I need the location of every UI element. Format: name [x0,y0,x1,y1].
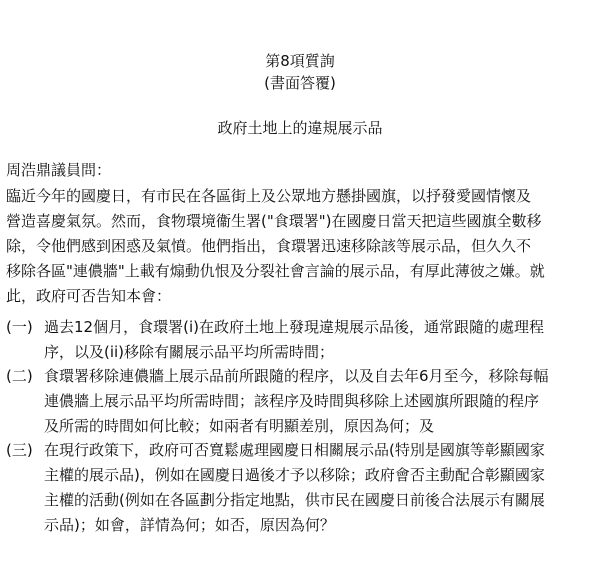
item-line: 在現行政策下，政府可否寬鬆處理國慶日相關展示品(特別是國旗等彰顯國家 [44,441,545,459]
answer-type-heading: (書面答覆) [264,74,336,92]
item-number: (二) [6,367,33,385]
intro-line: 臨近今年的國慶日，有市民在各區街上及公眾地方懸掛國旗，以抒發愛國情懷及 [6,187,532,205]
addressee-line: 周浩鼎議員問： [6,161,112,179]
item-line: 食環署移除連儂牆上展示品前所跟隨的程序，以及自去年6月至今，移除每幅 [44,367,549,385]
intro-line: 移除各區"連儂牆"上載有煽動仇恨及分裂社會言論的展示品，有厚此薄彼之嫌。就 [6,262,545,280]
item-number: (一) [6,318,33,336]
item-line: 主權的展示品)，例如在國慶日過後才予以移除；政府會否主動配合彰顯國家 [44,466,545,484]
item-line: 及所需的時間如何比較；如兩者有明顯差別，原因為何；及 [44,417,435,435]
item-number: (三) [6,441,33,459]
item-line: 示品)；如會，詳情為何；如否，原因為何？ [44,516,335,534]
item-line: 主權的活動(例如在各區劃分指定地點，供市民在國慶日前後合法展示有關展 [44,491,545,509]
item-line: 連儂牆上展示品平均所需時間；該程序及時間與移除上述國旗所跟隨的程序 [44,392,540,410]
intro-line: 除，令他們感到困惑及氣憤。他們指出，食環署迅速移除該等展示品，但久久不 [6,237,532,255]
intro-line: 此，政府可否告知本會： [6,287,172,305]
item-line: 序，以及(ii)移除有關展示品平均所需時間； [44,343,335,361]
question-subject: 政府土地上的違規展示品 [217,119,383,137]
item-line: 過去12個月，食環署(i)在政府土地上發現違規展示品後，通常跟隨的處理程 [44,318,544,336]
intro-line: 營造喜慶氣氛。然而，食物環境衞生署("食環署")在國慶日當天把這些國旗全數移 [6,212,542,230]
question-number-heading: 第8項質詢 [265,52,335,70]
